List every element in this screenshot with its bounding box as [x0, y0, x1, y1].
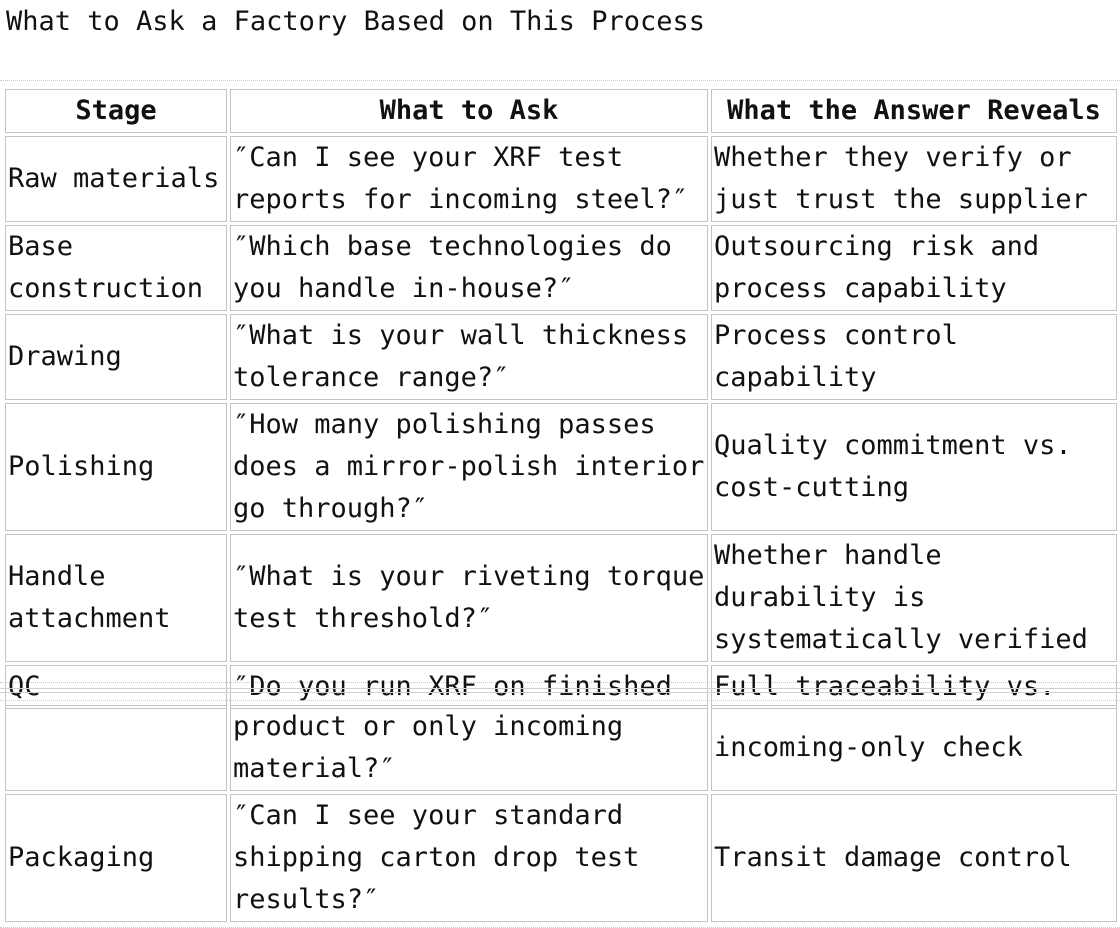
stage-cell: Packaging: [5, 794, 227, 922]
ask-cell: ″What is your riveting torque test threshold?″: [230, 534, 708, 662]
table-row: [5, 314, 1117, 400]
stage-cell: Base construction: [5, 225, 227, 311]
stage-cell: QC: [5, 665, 227, 709]
question-table-continued: [0, 700, 1120, 928]
stage-cell: Handle attachment: [5, 534, 227, 662]
ask-cell: ″Can I see your XRF test reports for incoming steel?″: [230, 136, 708, 222]
header-what-answer-reveals: What the Answer Reveals: [711, 89, 1117, 133]
reveals-cell: Full traceability vs.: [711, 665, 1117, 709]
reveals-cell: Outsourcing risk and process capability: [711, 225, 1117, 311]
question-table: [0, 80, 1120, 702]
page-title: What to Ask a Factory Based on This Process: [6, 6, 705, 37]
ask-cell: ″Do you run XRF on finished: [230, 665, 708, 709]
reveals-cell: Process control capability: [711, 314, 1117, 400]
table-header-row: [5, 89, 1117, 133]
header-what-to-ask: What to Ask: [230, 89, 708, 133]
ask-cell: ″Can I see your standard shipping carton drop test results?″: [230, 794, 708, 922]
table-row: [5, 705, 1117, 791]
reveals-cell: Whether handle durability is systematically verified: [711, 534, 1117, 662]
header-stage: Stage: [5, 89, 227, 133]
reveals-cell: incoming-only check: [711, 705, 1117, 791]
page-break-divider: [0, 688, 1120, 693]
table-row: [5, 403, 1117, 531]
question-table-grid-continued: [2, 702, 1120, 925]
stage-cell: Polishing: [5, 403, 227, 531]
stage-cell: [5, 705, 227, 791]
ask-cell: product or only incoming material?″: [230, 705, 708, 791]
table-row: [5, 136, 1117, 222]
ask-cell: ″Which base technologies do you handle in-house?″: [230, 225, 708, 311]
table-row: [5, 534, 1117, 662]
reveals-cell: Whether they verify or just trust the supplier: [711, 136, 1117, 222]
ask-cell: ″How many polishing passes does a mirror-polish interior go through?″: [230, 403, 708, 531]
table-row: [5, 225, 1117, 311]
reveals-cell: Transit damage control: [711, 794, 1117, 922]
stage-cell: Raw materials: [5, 136, 227, 222]
table-row: [5, 794, 1117, 922]
question-table-grid: [2, 86, 1120, 712]
ask-cell: ″What is your wall thickness tolerance range?″: [230, 314, 708, 400]
stage-cell: Drawing: [5, 314, 227, 400]
reveals-cell: Quality commitment vs. cost-cutting: [711, 403, 1117, 531]
